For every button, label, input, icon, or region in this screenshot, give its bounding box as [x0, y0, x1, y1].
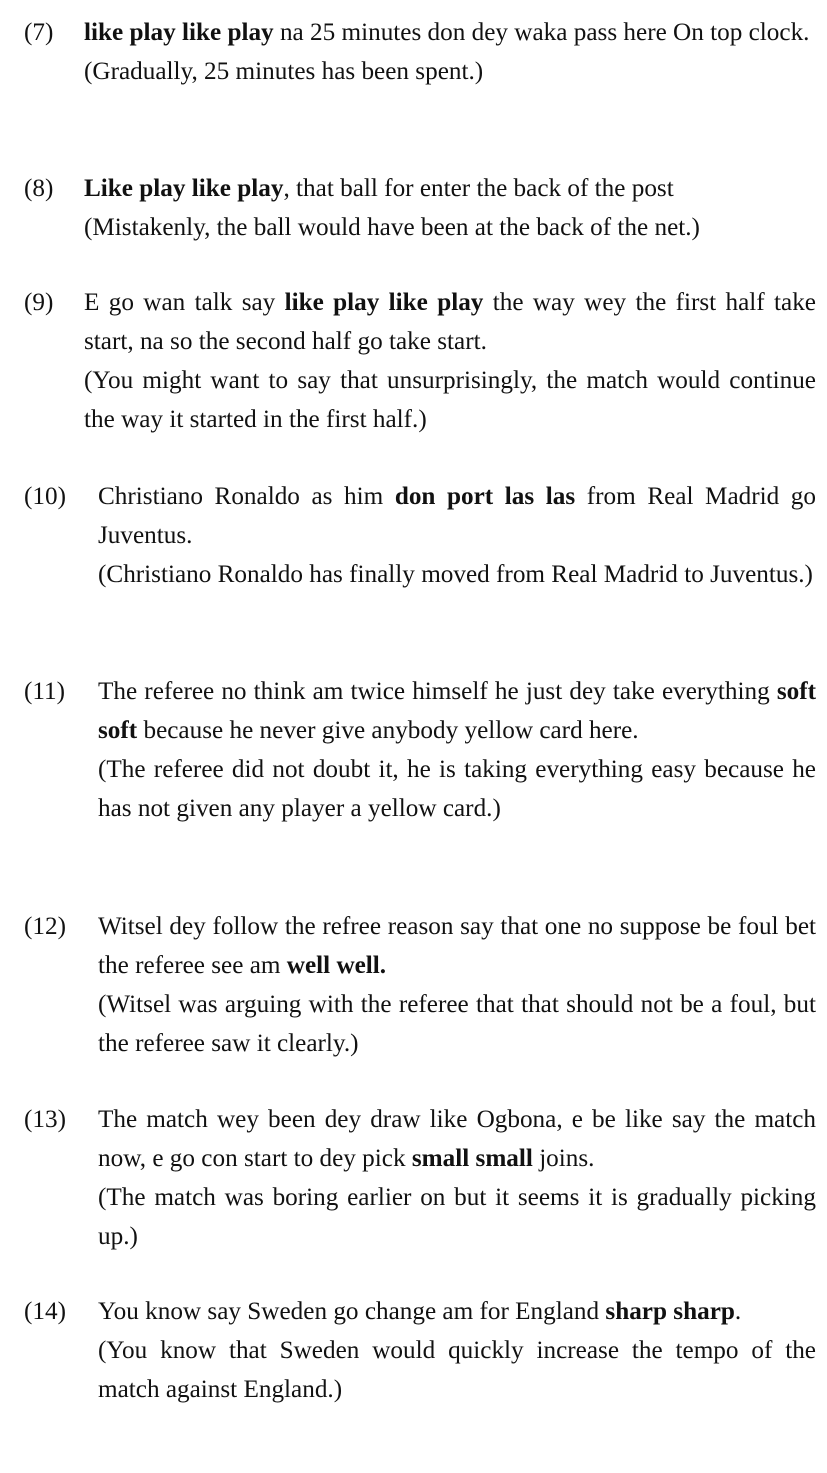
example-number: (9)	[24, 289, 54, 316]
pidgin-text-before: The referee no think am twice himself he just dey take everything	[98, 678, 777, 705]
example-number: (7)	[24, 19, 54, 46]
highlighted-phrase: small small	[411, 1145, 533, 1172]
pidgin-text-after: .	[734, 1298, 742, 1325]
example-body	[98, 477, 816, 594]
pidgin-text-before: You know say Sweden go change am for England	[98, 1298, 606, 1325]
example-body	[98, 672, 816, 828]
english-translation: (The match was boring earlier on but it seems it is gradually picking up.)	[98, 1184, 816, 1250]
example-number: (10)	[24, 483, 66, 510]
highlighted-phrase: Like play like play	[84, 175, 284, 202]
pidgin-text-after: from Real Madrid go Juventus.	[98, 483, 816, 549]
example-body	[84, 169, 816, 247]
pidgin-sentence	[98, 672, 816, 750]
example-body	[84, 13, 816, 91]
example-number: (13)	[24, 1106, 66, 1133]
example-14	[24, 1292, 816, 1409]
english-translation: (Mistakenly, the ball would have been at the back of the net.)	[84, 214, 700, 241]
pidgin-sentence	[84, 169, 816, 208]
english-translation: (Witsel was arguing with the referee that that should not be a foul, but the referee saw it clearly.)	[98, 991, 816, 1057]
pidgin-sentence	[98, 907, 816, 985]
english-translation: (The referee did not doubt it, he is taking everything easy because he has not given any player a yellow card.)	[98, 756, 816, 822]
pidgin-text-after: joins.	[532, 1145, 595, 1172]
example-11	[24, 672, 816, 828]
example-number: (8)	[24, 175, 54, 202]
pidgin-text-after: na 25 minutes don dey waka pass here On top clock.	[273, 19, 810, 46]
example-body	[98, 1292, 816, 1409]
example-body	[98, 907, 816, 1063]
highlighted-phrase: well well.	[286, 952, 387, 979]
english-translation: (You know that Sweden would quickly increase the tempo of the match against England.)	[98, 1337, 816, 1403]
pidgin-text-after: because he never give anybody yellow card here.	[137, 717, 639, 744]
example-body	[84, 283, 816, 439]
highlighted-phrase: like play like play	[284, 289, 484, 316]
example-8	[24, 169, 816, 247]
example-9	[24, 283, 816, 439]
example-12	[24, 907, 816, 1063]
example-body	[98, 1100, 816, 1256]
example-number: (11)	[24, 678, 66, 705]
highlighted-phrase: soft soft	[98, 678, 816, 744]
example-13	[24, 1100, 816, 1256]
highlighted-phrase: like play like play	[84, 19, 274, 46]
example-10	[24, 477, 816, 594]
pidgin-sentence	[84, 13, 816, 52]
highlighted-phrase: sharp sharp	[605, 1298, 735, 1325]
example-number: (14)	[24, 1298, 66, 1325]
pidgin-text-before: Christiano Ronaldo as him	[98, 483, 395, 510]
pidgin-sentence	[98, 1100, 816, 1178]
pidgin-text-after: , that ball for enter the back of the post	[283, 175, 674, 202]
english-translation: (You might want to say that unsurprisingly, the match would continue the way it started in the first half.)	[84, 367, 816, 433]
pidgin-text-after: the way wey the first half take start, na so the second half go take start.	[84, 289, 816, 355]
example-7	[24, 13, 816, 91]
english-translation: (Christiano Ronaldo has finally moved from Real Madrid to Juventus.)	[98, 561, 813, 588]
pidgin-sentence	[98, 477, 816, 555]
pidgin-text-before: Witsel dey follow the refree reason say that one no suppose be foul bet the referee see am	[98, 913, 816, 979]
pidgin-sentence	[98, 1292, 816, 1331]
example-number: (12)	[24, 913, 66, 940]
pidgin-text-before: E go wan talk say	[84, 289, 285, 316]
highlighted-phrase: don port las las	[394, 483, 576, 510]
pidgin-text-before: The match wey been dey draw like Ogbona, e be like say the match now, e go con start to dey pick	[98, 1106, 816, 1172]
pidgin-sentence	[84, 283, 816, 361]
english-translation: (Gradually, 25 minutes has been spent.)	[84, 58, 484, 85]
